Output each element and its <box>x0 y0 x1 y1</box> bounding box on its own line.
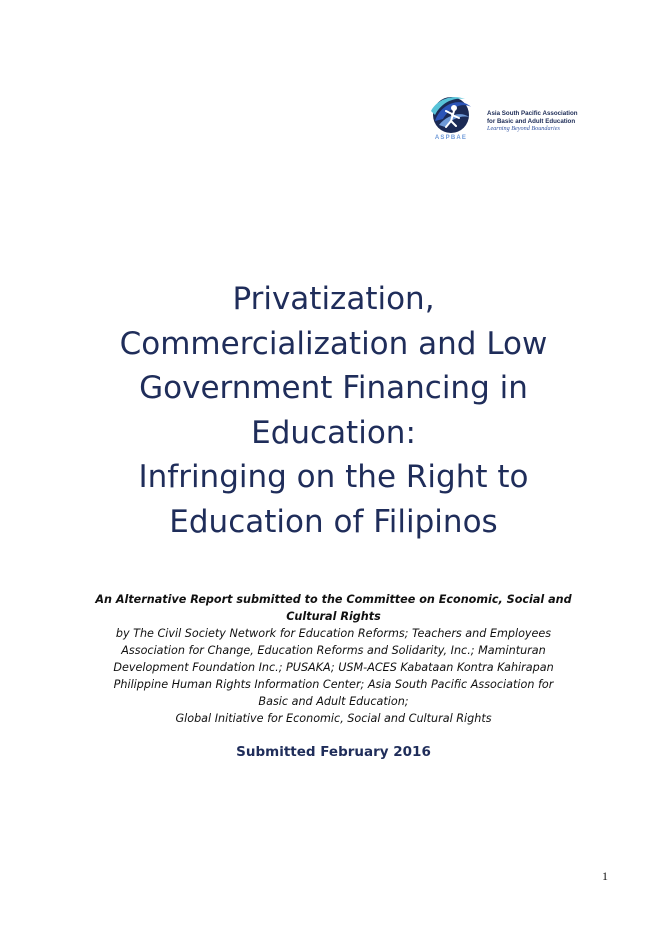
logo-text <box>487 110 599 133</box>
emblem-text: ASPBAE <box>434 135 468 141</box>
aspbae-emblem-icon <box>427 95 487 141</box>
aspbae-logo <box>427 95 597 141</box>
subtitle-line: Philippine Human Rights Information Center; Asia South Pacific Association for <box>113 678 554 691</box>
title-line: Infringing on the Right to <box>138 459 529 496</box>
title-line: Government Financing in <box>139 370 528 407</box>
logo-tagline: Learning Beyond Boundaries <box>487 125 560 133</box>
subtitle-line: An Alternative Report submitted to the Committee on Economic, Social and <box>95 593 572 606</box>
title-line: Education: <box>251 414 416 451</box>
title-line: Commercialization and Low <box>119 325 548 362</box>
report-title <box>60 277 607 545</box>
submission-date: Submitted February 2016 <box>236 744 431 760</box>
subtitle-line: Basic and Adult Education; <box>258 695 409 708</box>
subtitle-line: by The Civil Society Network for Education Reforms; Teachers and Employees <box>115 627 552 640</box>
report-subtitle <box>70 591 597 727</box>
subtitle-line: Global Initiative for Economic, Social and Cultural Rights <box>175 712 492 725</box>
page-number: 1 <box>602 869 608 883</box>
title-line: Education of Filipinos <box>169 503 498 540</box>
title-line: Privatization, <box>232 281 435 317</box>
subtitle-line: Cultural Rights <box>286 610 381 623</box>
subtitle-line: Development Foundation Inc.; PUSAKA; USM-ACES Kabataan Kontra Kahirapan <box>113 661 554 674</box>
logo-name-line2: for Basic and Adult Education <box>487 117 576 125</box>
logo-name-line1: Asia South Pacific Association <box>487 110 578 117</box>
subtitle-line: Association for Change, Education Reforms and Solidarity, Inc.; Maminturan <box>121 644 546 657</box>
